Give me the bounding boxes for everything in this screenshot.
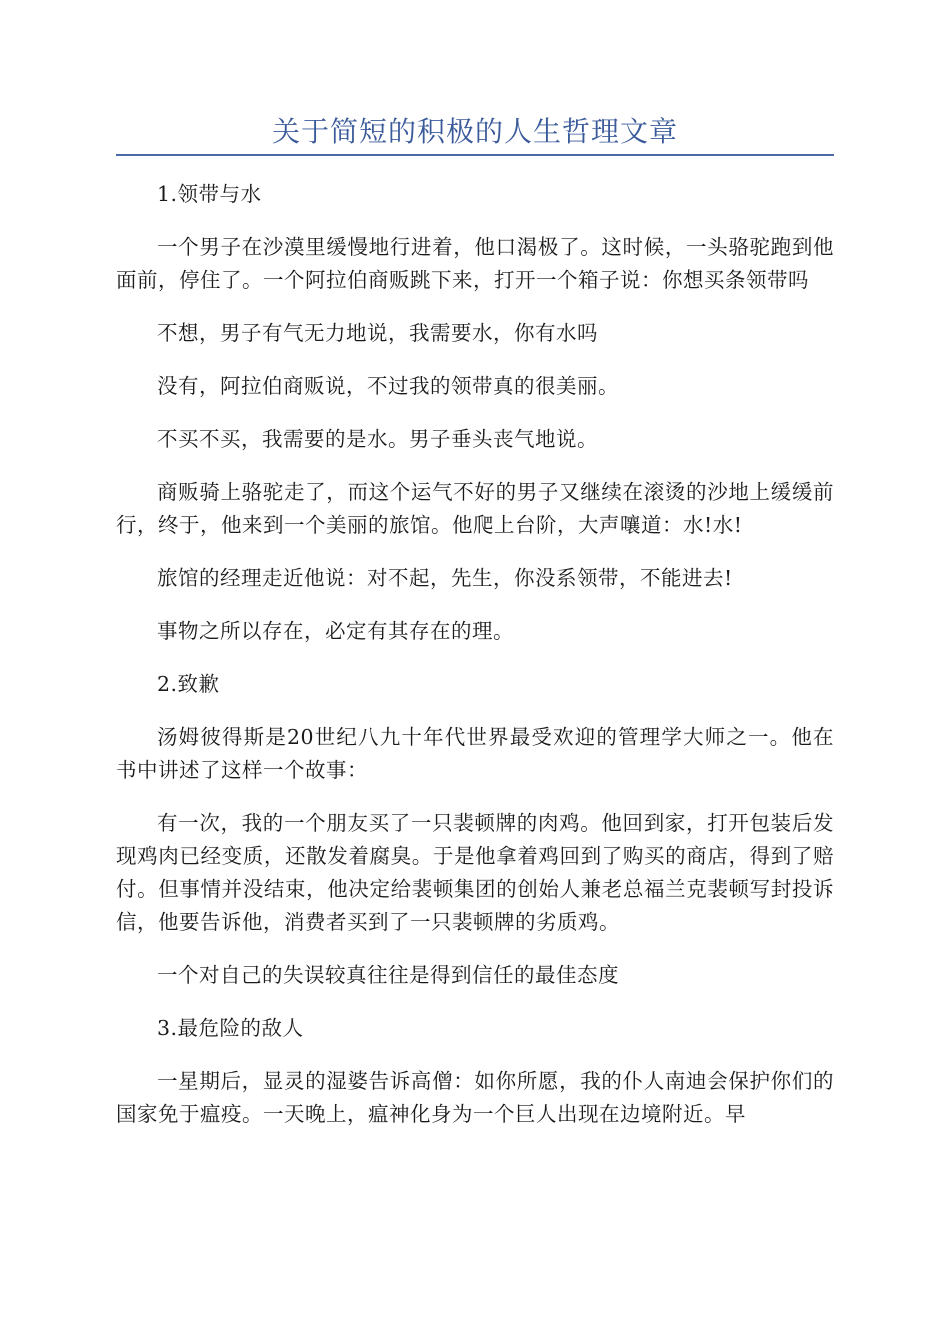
section-heading-3: 3.最危险的敌人 [157,1016,304,1040]
paragraph: 不想，男子有气无力地说，我需要水，你有水吗 [157,321,598,345]
paragraph: 事物之所以存在，必定有其存在的理。 [157,619,514,643]
document-title: 关于简短的积极的人生哲理文章 [271,115,678,148]
section-heading-2: 2.致歉 [157,672,220,696]
paragraph: 一个男子在沙漠里缓慢地行进着，他口渴极了。这时候，一头骆驼跑到他面前，停住了。一个阿拉伯商贩跳下来，打开一个箱子说：你想买条领带吗 [116,235,834,292]
paragraph: 汤姆彼得斯是20世纪八九十年代世界最受欢迎的管理学大师之一。他在书中讲述了这样一个故事： [116,725,834,782]
paragraph: 没有，阿拉伯商贩说，不过我的领带真的很美丽。 [157,374,619,398]
paragraph: 商贩骑上骆驼走了，而这个运气不好的男子又继续在滚烫的沙地上缓缓前行，终于，他来到一个美丽的旅馆。他爬上台阶，大声嚷道：水!水! [116,480,834,537]
paragraph: 一星期后，显灵的湿婆告诉高僧：如你所愿，我的仆人南迪会保护你们的国家免于瘟疫。一天晚上，瘟神化身为一个巨人出现在边境附近。早 [116,1069,834,1126]
paragraph: 不买不买，我需要的是水。男子垂头丧气地说。 [157,427,598,451]
paragraph: 有一次，我的一个朋友买了一只裴顿牌的肉鸡。他回到家，打开包装后发现鸡肉已经变质，还散发着腐臭。于是他拿着鸡回到了购买的商店，得到了赔付。但事情并没结束，他决定给裴顿集团的创始人兼老总福兰克裴顿写封投诉信，他要告诉他，消费者买到了一只裴顿牌的劣质鸡。 [116,811,834,934]
document-body [116,178,834,1151]
paragraph: 旅馆的经理走近他说：对不起，先生，你没系领带，不能进去! [157,566,733,590]
paragraph: 一个对自己的失误较真往往是得到信任的最佳态度 [157,963,619,987]
section-heading-1: 1.领带与水 [157,182,262,206]
title-underline [116,154,834,156]
